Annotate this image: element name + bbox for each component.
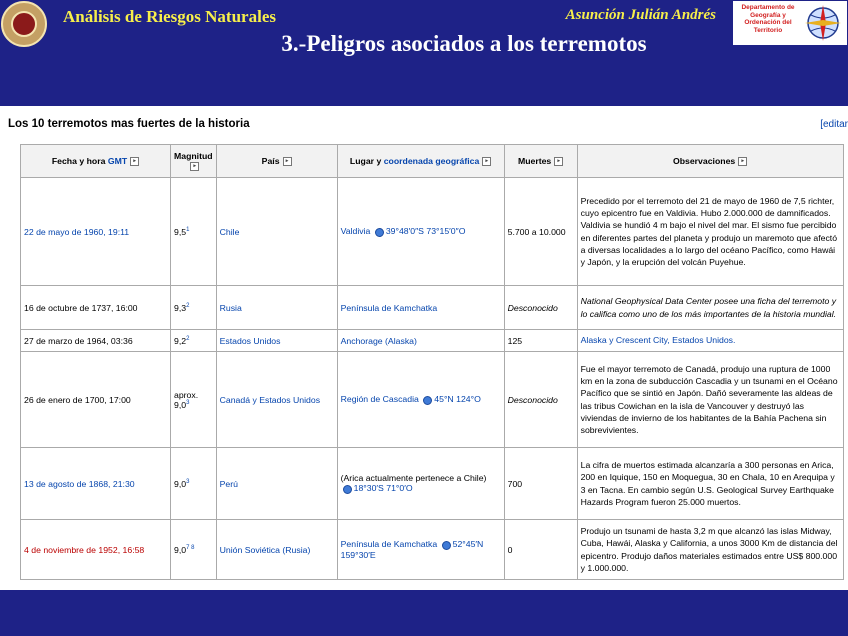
department-logo-text: Departamento de Geografía y Ordenación del Territorio — [741, 4, 795, 34]
column-header-fecha[interactable]: Fecha y hora GMT ▸ — [21, 145, 171, 178]
table-row — [21, 330, 844, 352]
column-header-magnitud[interactable]: Magnitud ▸ — [171, 145, 217, 178]
observations-cell[interactable]: Alaska y Crescent City, Estados Unidos. — [577, 330, 843, 352]
date-cell: 16 de octubre de 1737, 16:00 — [21, 286, 171, 330]
table-row — [21, 286, 844, 330]
location-cell: Región de Cascadia 45°N 124°O — [337, 352, 504, 448]
location-cell: Valdivia 39°48′0″S 73°15′0″O — [337, 178, 504, 286]
sort-icon: ▸ — [130, 157, 139, 166]
sort-icon: ▸ — [283, 157, 292, 166]
sort-icon: ▸ — [482, 157, 491, 166]
edit-link[interactable]: [editar — [820, 119, 848, 130]
table-row — [21, 178, 844, 286]
deaths-cell: 700 — [504, 448, 577, 520]
slide-header — [0, 0, 848, 106]
column-header-observaciones[interactable]: Observaciones ▸ — [577, 145, 843, 178]
location-cell: (Arica actualmente pertenece a Chile) 18°30′S 71°0′O — [337, 448, 504, 520]
observations-cell: Fue el mayor terremoto de Canadá, produjo una ruptura de 1000 km en la zona de subducción Cascadia y un tsunami en el Océano Pacífico que se sintió en Japón. Dañó severamente las aldeas de las tribus Cowichan en la isla de Vancouver y destruyó las viviendas de invierno de los habitantes de la Bahía Pachena sin sobrevivientes. — [577, 352, 843, 448]
column-header-lugar[interactable]: Lugar y coordenada geográfica ▸ — [337, 145, 504, 178]
date-cell: 26 de enero de 1700, 17:00 — [21, 352, 171, 448]
author-name: Asunción Julián Andrés — [565, 7, 716, 23]
magnitude-cell: $9,3^2$ — [171, 286, 217, 330]
magnitude-cell: $9,2^2$ — [171, 330, 217, 352]
date-cell[interactable]: 4 de noviembre de 1952, 16:58 — [21, 520, 171, 580]
deaths-cell: 125 — [504, 330, 577, 352]
deaths-cell: 5.700 a 10.000 — [504, 178, 577, 286]
wiki-page-content — [0, 106, 848, 590]
magnitude-cell: $9,0^3$ — [171, 448, 217, 520]
country-cell[interactable]: Unión Soviética (Rusia) — [216, 520, 337, 580]
country-cell[interactable]: Canadá y Estados Unidos — [216, 352, 337, 448]
sort-icon: ▸ — [554, 157, 563, 166]
department-logo — [733, 1, 847, 45]
magnitude-cell: $9,0^{7 8}$ — [171, 520, 217, 580]
earthquakes-table — [20, 144, 844, 580]
globe-icon[interactable] — [375, 228, 384, 237]
date-cell[interactable]: 22 de mayo de 1960, 19:11 — [21, 178, 171, 286]
table-row — [21, 520, 844, 580]
table-row — [21, 352, 844, 448]
section-heading: Los 10 terremotos mas fuertes de la historia — [8, 118, 250, 130]
deaths-cell: Desconocido — [504, 352, 577, 448]
location-cell[interactable]: Anchorage (Alaska) — [337, 330, 504, 352]
globe-icon[interactable] — [343, 485, 352, 494]
column-header-pais[interactable]: País ▸ — [216, 145, 337, 178]
date-cell[interactable]: 13 de agosto de 1868, 21:30 — [21, 448, 171, 520]
deaths-cell: Desconocido — [504, 286, 577, 330]
course-title: Análisis de Riesgos Naturales — [63, 7, 276, 26]
magnitude-cell: aprox. $9,0^3$ — [171, 352, 217, 448]
country-cell[interactable]: Rusia — [216, 286, 337, 330]
column-header-muertes[interactable]: Muertes ▸ — [504, 145, 577, 178]
sort-icon: ▸ — [738, 157, 747, 166]
table-row — [21, 448, 844, 520]
sort-icon: ▸ — [190, 162, 199, 171]
observations-cell: Produjo un tsunami de hasta 3,2 m que alcanzó las islas Midway, Cuba, Hawái, Alaska y California, a unos 3000 Km de distancia del epicentro. Produjo daños materiales estimados entre US$ 800.000 y 1.000.000. — [577, 520, 843, 580]
table-header-row — [21, 145, 844, 178]
observations-cell: Precedido por el terremoto del 21 de mayo de 1960 de 7,5 richter, cuyo epicentro fue en Valdivia. Hubo 2.000.000 de damnificados. Valdivia se hundió 4 m bajo el nivel del mar. El sismo fue percibido en diferentes partes del planeta y produjo un maremoto que afectó a diversas localidades a lo largo del océano Pacífico, como Hawái y Japón, y la erupción del volcán Puyehue. — [577, 178, 843, 286]
globe-compass-icon — [803, 3, 843, 43]
slide-title: 3.-Peligros asociados a los terremotos — [281, 31, 647, 56]
magnitude-cell: $9,5^1$ — [171, 178, 217, 286]
location-cell: Península de Kamchatka 52°45′N 159°30′E — [337, 520, 504, 580]
deaths-cell: 0 — [504, 520, 577, 580]
observations-cell: National Geophysical Data Center posee una ficha del terremoto y lo califica como uno de los más importantes de la historia mundial. — [577, 286, 843, 330]
country-cell[interactable]: Chile — [216, 178, 337, 286]
slide-footer — [0, 590, 848, 636]
country-cell[interactable]: Estados Unidos — [216, 330, 337, 352]
observations-cell: La cifra de muertos estimada alcanzaría a 300 personas en Arica, 200 en Iquique, 150 en Moquegua, 30 en Chala, 10 en Arequipa y 3 en Tacna. En cambio según U.S. Geological Survey Earthquake Hazards Program fueron 25.000 muertos. — [577, 448, 843, 520]
date-cell: 27 de marzo de 1964, 03:36 — [21, 330, 171, 352]
globe-icon[interactable] — [423, 396, 432, 405]
location-cell[interactable]: Península de Kamchatka — [337, 286, 504, 330]
country-cell[interactable]: Perú — [216, 448, 337, 520]
globe-icon[interactable] — [442, 541, 451, 550]
